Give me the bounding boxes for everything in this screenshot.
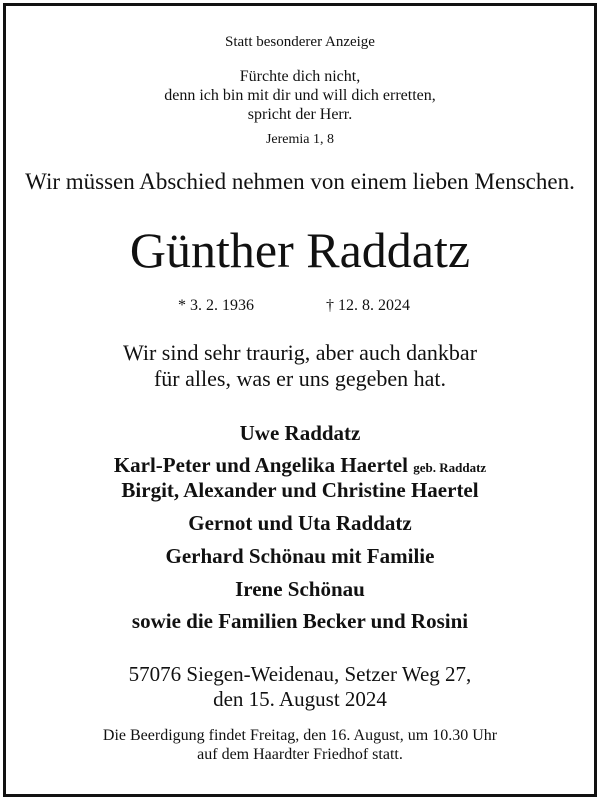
mourner-line-6: Irene Schönau bbox=[235, 577, 365, 601]
mourner-line-7: sowie die Familien Becker und Rosini bbox=[131, 609, 469, 633]
address-line: 57076 Siegen-Weidenau, Setzer Weg 27, bbox=[128, 662, 472, 686]
funeral-line-1: Die Beerdigung findet Freitag, den 16. August, um 10.30 Uhr bbox=[102, 727, 498, 744]
date-line: den 15. August 2024 bbox=[213, 687, 387, 711]
quote-line-1: Wir sind sehr traurig, aber auch dankbar bbox=[122, 340, 478, 365]
verse-line-3: spricht der Herr. bbox=[247, 106, 353, 123]
deceased-name: Günther Raddatz bbox=[129, 222, 471, 278]
quote-line-2: für alles, was er uns gegeben hat. bbox=[153, 366, 446, 391]
verse-line-1: Fürchte dich nicht, bbox=[239, 68, 361, 85]
notice-header: Statt besonderer Anzeige bbox=[225, 34, 375, 50]
birth-date: * 3. 2. 1936 bbox=[178, 297, 254, 314]
mourner-line-2-names: Karl-Peter und Angelika Haertel bbox=[113, 453, 408, 477]
funeral-line-2: auf dem Haardter Friedhof statt. bbox=[197, 746, 403, 763]
intro-text: Wir müssen Abschied nehmen von einem lieben Menschen. bbox=[25, 169, 575, 194]
mourner-line-1: Uwe Raddatz bbox=[239, 421, 361, 445]
mourner-line-3: Birgit, Alexander und Christine Haertel bbox=[121, 478, 479, 502]
mourner-line-5: Gerhard Schönau mit Familie bbox=[165, 544, 435, 568]
death-date: † 12. 8. 2024 bbox=[326, 297, 410, 314]
mourner-line-2 bbox=[0, 453, 600, 478]
verse-reference: Jeremia 1, 8 bbox=[265, 132, 335, 147]
mourner-line-2-suffix: geb. Raddatz bbox=[413, 460, 487, 475]
mourner-line-4: Gernot und Uta Raddatz bbox=[188, 511, 412, 535]
verse-line-2: denn ich bin mit dir und will dich erretten, bbox=[164, 87, 436, 104]
